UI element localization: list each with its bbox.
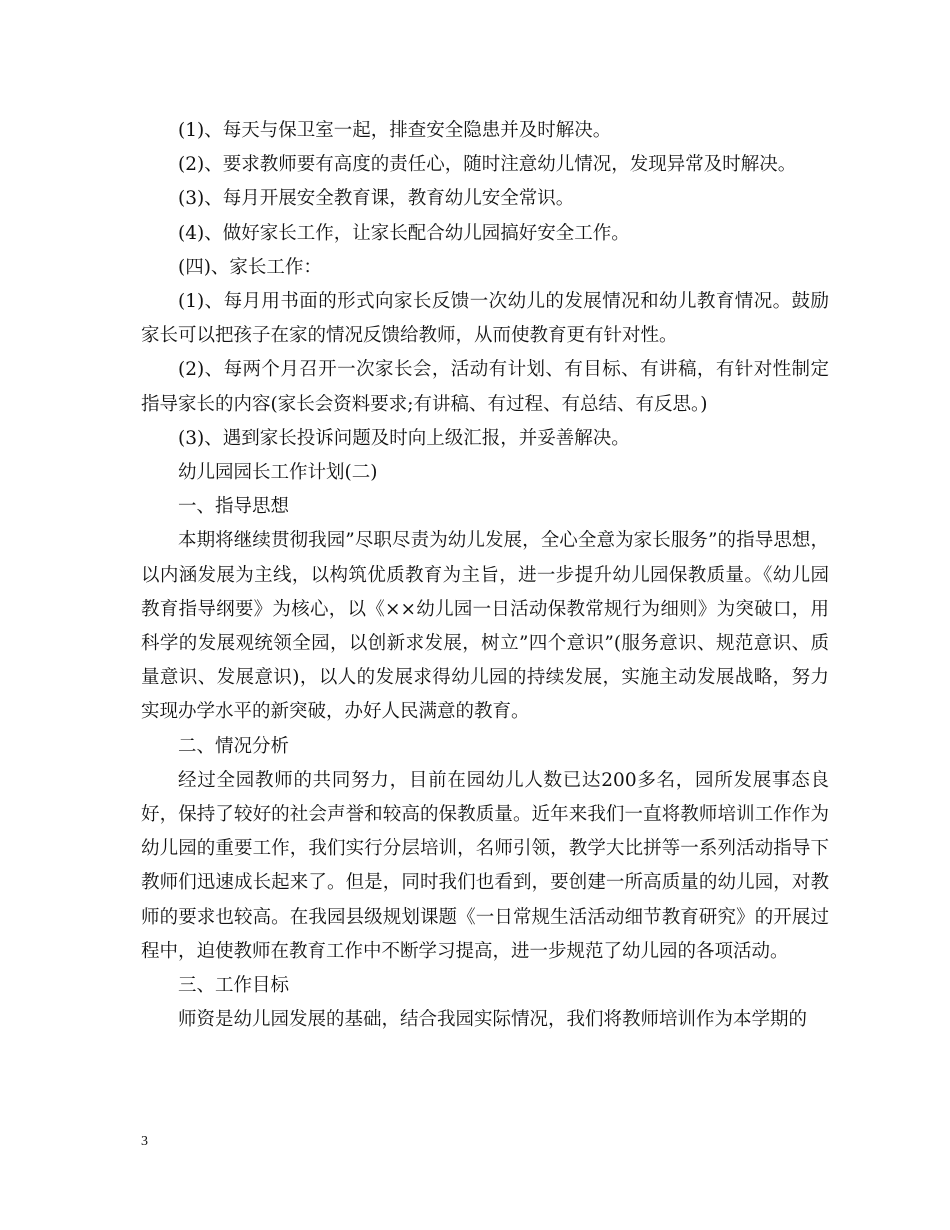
paragraph-parent-1: (1)、每月用书面的形式向家长反馈一次幼儿的发展情况和幼儿教育情况。鼓励家长可以把孩子在家的情况反馈给教师，从而使教育更有针对性。 <box>141 291 829 347</box>
paragraph-safety-4: (4)、做好家长工作，让家长配合幼儿园搞好安全工作。 <box>178 222 630 244</box>
heading-parent-work: (四)、家长工作： <box>178 256 322 278</box>
paragraph-work-goals: 师资是幼儿园发展的基础，结合我园实际情况，我们将教师培训作为本学期的 <box>178 1009 808 1031</box>
paragraph-guiding-ideology: 本期将继续贯彻我园”尽职尽责为幼儿发展，全心全意为家长服务”的指导思想，以内涵发展为主线，以构筑优质教育为主旨，进一步提升幼儿园保教质量。《幼儿园教育指导纲要》为核心，以《××幼儿园一日活动保教常规行为细则》为突破口，用科学的发展观统领全园，以创新求发展，树立”四个意识”(服务意识、规范意识、质量意识、发展意识)，以人的发展求得幼儿园的持续发展，实施主动发展战略，努力实现办学水平的新突破，办好人民满意的教育。 <box>141 530 829 723</box>
paragraph-safety-1: (1)、每天与保卫室一起，排查安全隐患并及时解决。 <box>178 120 612 141</box>
page-number: 3 <box>141 1134 148 1149</box>
paragraph-situation-analysis: 经过全园教师的共同努力，目前在园幼儿人数已达200多名，园所发展事态良好，保持了较好的社会声誉和较高的保教质量。近年来我们一直将教师培训工作作为幼儿园的重要工作，我们实行分层培训，名师引领，教学大比拼等一系列活动指导下教师们迅速成长起来了。但是，同时我们也看到，要创建一所高质量的幼儿园，对教师的要求也较高。在我园县级规划课题《一日常规生活活动细节教育研究》的开展过程中，迫使教师在教育工作中不断学习提高，进一步规范了幼儿园的各项活动。 <box>141 769 829 962</box>
paragraph-safety-2: (2)、要求教师要有高度的责任心，随时注意幼儿情况，发现异常及时解决。 <box>178 154 797 176</box>
section-title-plan-2: 幼儿园园长工作计划(二) <box>178 462 378 484</box>
paragraph-parent-3: (3)、遇到家长投诉问题及时向上级汇报，并妥善解决。 <box>178 427 630 449</box>
heading-guiding-ideology: 一、指导思想 <box>178 496 290 518</box>
paragraph-safety-3: (3)、每月开展安全教育课，教育幼儿安全常识。 <box>178 188 575 210</box>
heading-situation-analysis: 二、情况分析 <box>178 735 290 757</box>
paragraph-parent-2: (2)、每两个月召开一次家长会，活动有计划、有目标、有讲稿，有针对性制定指导家长的内容(家长会资料要求;有讲稿、有过程、有总结、有反思。) <box>141 359 829 415</box>
document-body <box>141 114 829 1037</box>
heading-work-goals: 三、工作目标 <box>178 975 290 997</box>
